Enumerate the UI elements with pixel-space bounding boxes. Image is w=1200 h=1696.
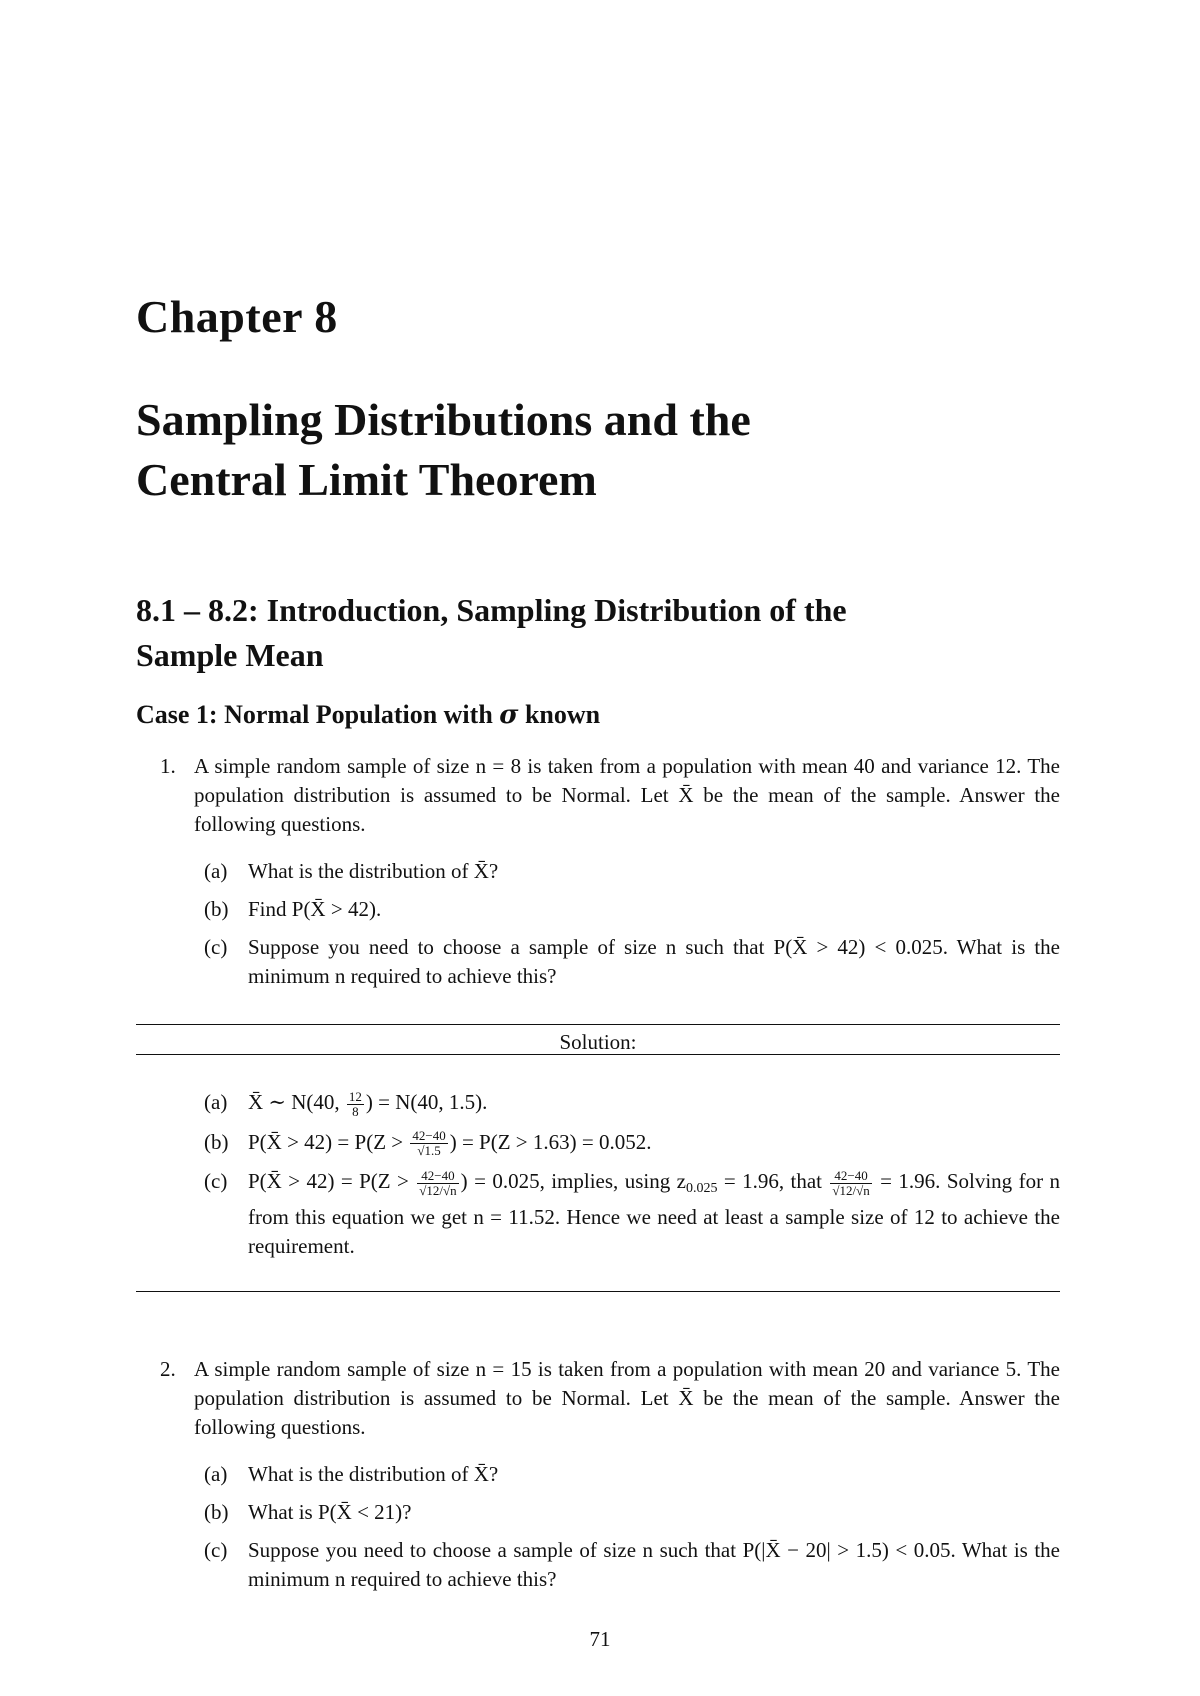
problem-part [204, 895, 1060, 924]
part-text: Find P(X̄ > 42). [248, 897, 382, 921]
solution-bottom-rule [136, 1291, 1060, 1292]
case-title [136, 700, 600, 730]
part-label: (a) [204, 1462, 228, 1486]
part-text: What is P(X̄ < 21)? [248, 1500, 412, 1524]
chapter-label: Chapter 8 [136, 291, 338, 342]
solution-part [204, 1128, 1060, 1159]
fraction [410, 1129, 447, 1158]
problem-part [204, 1498, 1060, 1527]
fraction-numerator: 42−40 [412, 1128, 446, 1144]
solution-text: = 1.96, that [717, 1169, 829, 1194]
part-text: What is the distribution of X̄? [248, 859, 499, 883]
solution-text: P(X̄ > 42) = P(Z > [248, 1129, 409, 1154]
problem-stem: A simple random sample of size n = 15 is taken from a population with mean 20 and variance 5. The population distribution is assumed to be Normal. Let X̄ be the mean of the sample. Answer the following questions. [194, 1357, 1060, 1439]
solution-top-rule [136, 1024, 1060, 1025]
solution-part [204, 1167, 1060, 1261]
part-text: Suppose you need to choose a sample of size n such that P(X̄ > 42) < 0.025. What is the minimum n required to achieve this? [248, 935, 1060, 988]
sigma-symbol: σ [499, 700, 519, 730]
solution-part [204, 1088, 1060, 1119]
problem-1-parts [204, 857, 1060, 1000]
fraction [417, 1169, 458, 1198]
chapter-title-line-2: Central Limit Theorem [136, 454, 597, 505]
part-label: (c) [204, 1169, 228, 1194]
section-title-line-2: Sample Mean [136, 637, 324, 673]
case-title-suffix: known [524, 700, 601, 729]
solution-text: ) = N(40, 1.5). [365, 1090, 488, 1114]
z-subscript: 0.025 [685, 1181, 718, 1197]
problem-1 [160, 752, 1060, 839]
problem-2 [160, 1355, 1060, 1442]
fraction-numerator: 42−40 [417, 1169, 458, 1184]
page-number: 71 [589, 1627, 611, 1651]
chapter-title-line-1: Sampling Distributions and the [136, 394, 751, 445]
solution-text: ) = 0.025, implies, using z [460, 1169, 686, 1194]
fraction [830, 1169, 871, 1198]
fraction-denominator: √12/√n [419, 1183, 457, 1199]
fraction [347, 1090, 364, 1119]
problem-2-parts [204, 1460, 1060, 1603]
fraction-denominator: √1.5 [417, 1143, 441, 1159]
part-text: Suppose you need to choose a sample of size n such that P(|X̄ − 20| > 1.5) < 0.05. What is the minimum n required to achieve this? [248, 1538, 1060, 1591]
part-label: (c) [204, 935, 228, 959]
part-label: (b) [204, 1129, 229, 1154]
solution-label: Solution: [559, 1030, 637, 1054]
fraction-denominator: √12/√n [832, 1183, 870, 1199]
part-label: (b) [204, 897, 229, 921]
solution-header-rule [136, 1054, 1060, 1055]
problem-part [204, 857, 1060, 886]
solution-text: = 1.96. Solving for n from this equation we get n = 11.52. Hence we need at least a sample size of 12 to achieve the requirement. [248, 1169, 1060, 1259]
problem-part [204, 1536, 1060, 1594]
solution-parts [204, 1088, 1060, 1270]
part-label: (c) [204, 1538, 228, 1562]
problem-part [204, 933, 1060, 991]
problem-number: 1. [160, 754, 176, 778]
problem-stem: A simple random sample of size n = 8 is taken from a population with mean 40 and variance 12. The population distribution is assumed to be Normal. Let X̄ be the mean of the sample. Answer the following questions. [194, 754, 1060, 836]
chapter-title [136, 390, 1096, 510]
solution-text: X̄ ∼ N(40, [248, 1090, 345, 1114]
section-title [136, 588, 1096, 678]
problem-part [204, 1460, 1060, 1489]
case-title-prefix: Case 1: Normal Population with [136, 700, 493, 729]
fraction-numerator: 42−40 [830, 1169, 871, 1184]
solution-text: ) = P(Z > 1.63) = 0.052. [449, 1129, 652, 1154]
part-label: (a) [204, 859, 228, 883]
part-text: What is the distribution of X̄? [248, 1462, 499, 1486]
solution-text: P(X̄ > 42) = P(Z > [248, 1169, 416, 1194]
fraction-numerator: 12 [348, 1088, 362, 1104]
part-label: (a) [204, 1090, 228, 1114]
section-title-line-1: 8.1 – 8.2: Introduction, Sampling Distribution of the [136, 592, 847, 628]
part-label: (b) [204, 1500, 229, 1524]
fraction-denominator: 8 [352, 1103, 359, 1119]
problem-number: 2. [160, 1357, 176, 1381]
